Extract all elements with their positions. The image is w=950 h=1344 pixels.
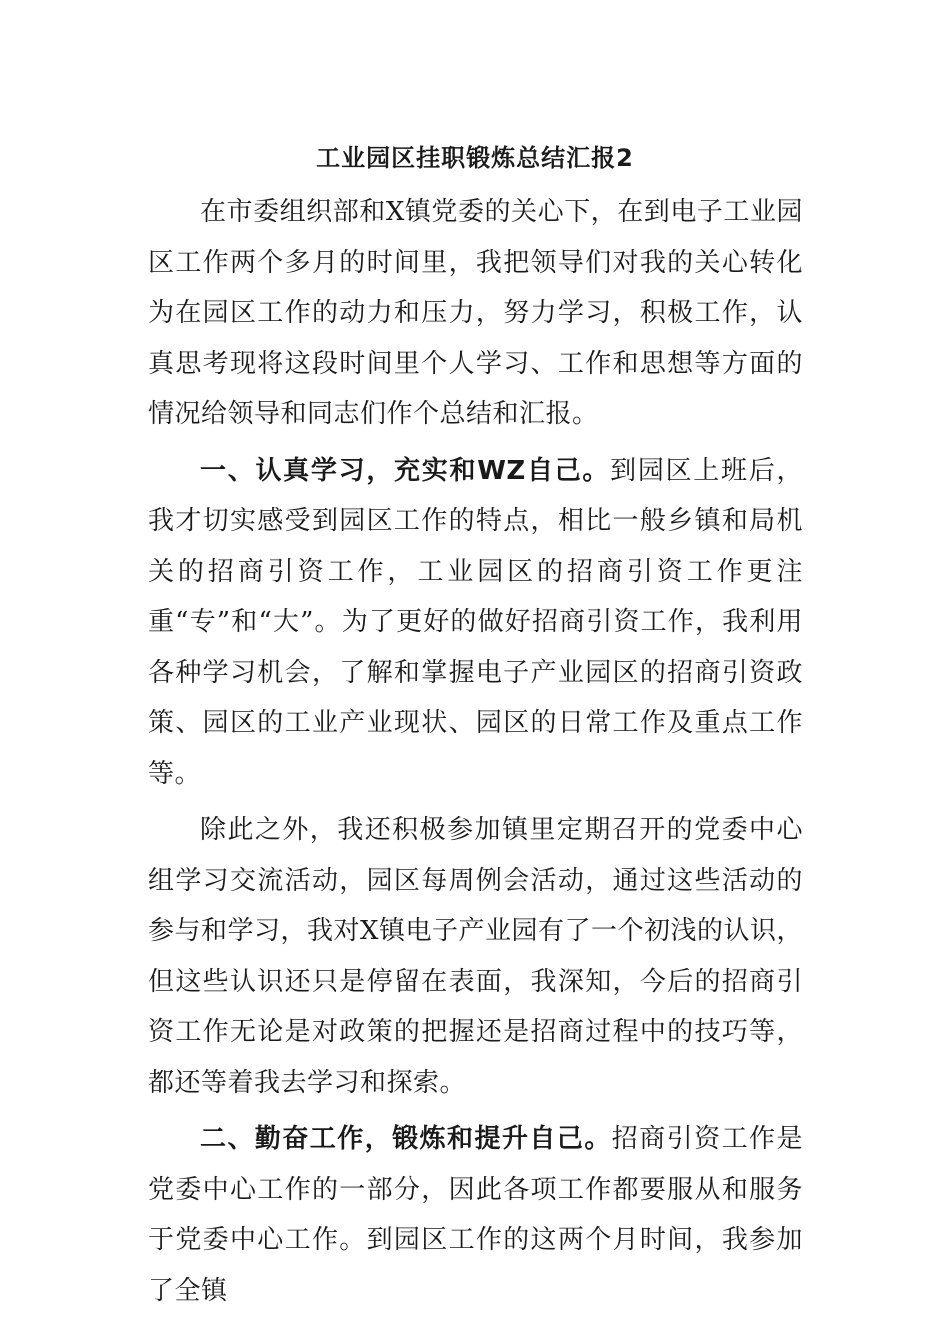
paragraph-intro [148,187,803,440]
section-heading: 一、认真学习，充实和WZ自己。 [200,455,611,486]
paragraph-text: 在市委组织部和X镇党委的关心下，在到电子工业园区工作两个多月的时间里，我把领导们对我的关心转化为在园区工作的动力和压力，努力学习，积极工作，认真思考现将这段时间里个人学习、工作和思想等方面的情况给领导和同志们作个总结和汇报。 [148,197,803,429]
paragraph-section-1-continued [148,805,803,1108]
section-heading: 二、勤奋工作，锻炼和提升自己。 [200,1124,612,1154]
document-title: 工业园区挂职锻炼总结汇报2 [316,144,634,172]
paragraph-text: 招商引资工作是党委中心工作的一部分，因此各项工作都要服从和服务于党委中心工作。到园区工作的这两个月时间，我参加了全镇 [148,1124,803,1306]
paragraph-section-1 [148,446,803,800]
paragraph-text: 到园区上班后，我才切实感受到园区工作的特点，相比一般乡镇和局机关的招商引资工作，工业园区的招商引资工作更注重“专”和“大”。为了更好的做好招商引资工作，我利用各种学习机会，了解和掌握电子产业园区的招商引资政策、园区的工业产业现状、园区的日常工作及重点工作等。 [148,455,803,789]
paragraph-section-2 [148,1114,803,1316]
paragraph-text: 除此之外，我还积极参加镇里定期召开的党委中心组学习交流活动，园区每周例会活动，通过这些活动的参与和学习，我对X镇电子产业园有了一个初浅的认识，但这些认识还只是停留在表面，我深知，今后的招商引资工作无论是对政策的把握还是招商过程中的技巧等，都还等着我去学习和探索。 [148,815,804,1098]
document-body [148,187,803,1322]
